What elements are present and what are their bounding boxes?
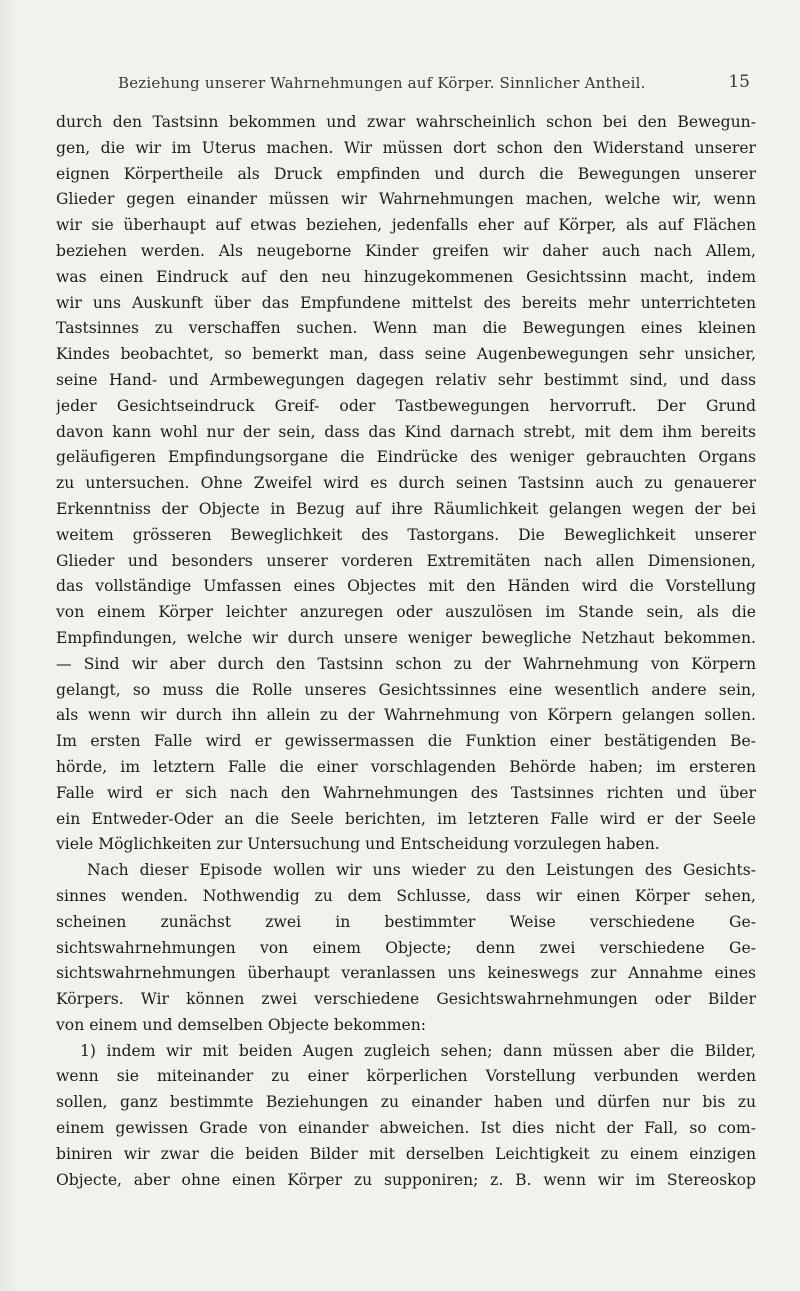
text-line: gelangt, so muss die Rolle unseres Gesichtssinnes eine wesentlich andere sein, [56,680,756,699]
text-line: beziehen werden. Als neugeborne Kinder greifen wir daher auch nach Allem, [56,241,756,260]
text-line: — Sind wir aber durch den Tastsinn schon zu der Wahrnehmung von Körpern [56,654,756,673]
running-title: Beziehung unserer Wahrnehmungen auf Körper. Sinnlicher Antheil. [118,74,646,92]
text-line: viele Möglichkeiten zur Untersuchung und Entscheidung vorzulegen haben. [56,835,660,854]
text-line: was einen Eindruck auf den neu hinzugekommenen Gesichtssinn macht, indem [56,267,756,286]
text-line: zu untersuchen. Ohne Zweifel wird es durch seinen Tastsinn auch zu genauerer [56,474,756,493]
text-line: Körpers. Wir können zwei verschiedene Gesichtswahrnehmungen oder Bilder [56,990,756,1009]
text-line: jeder Gesichtseindruck Greif- oder Tastbewegungen hervorruft. Der Grund [56,396,756,415]
text-line: scheinen zunächst zwei in bestimmter Weise verschiedene Ge- [56,912,756,931]
text-line: biniren wir zwar die beiden Bilder mit derselben Leichtigkeit zu einem einzigen [56,1144,756,1163]
running-header [118,74,750,96]
text-line: das vollständige Umfassen eines Objectes mit den Händen wird die Vorstellung [56,577,756,596]
body-text [56,110,756,1193]
text-line: durch den Tastsinn bekommen und zwar wahrscheinlich schon bei den Bewegun- [56,113,756,131]
text-line: wenn sie miteinander zu einer körperlichen Vorstellung verbunden werden [56,1067,756,1086]
text-line: Im ersten Falle wird er gewissermassen die Funktion einer bestätigenden Be- [56,732,756,751]
page-number: 15 [728,72,750,92]
text-line: Objecte, aber ohne einen Körper zu supponiren; z. B. wenn wir im Stereoskop [56,1170,756,1189]
text-line: Tastsinnes zu verschaffen suchen. Wenn man die Bewegungen eines kleinen [56,319,756,338]
text-line: Kindes beobachtet, so bemerkt man, dass seine Augenbewegungen sehr unsicher, [56,345,756,364]
text-line: eignen Körpertheile als Druck empfinden und durch die Bewegungen unserer [56,164,756,183]
text-line: gen, die wir im Uterus machen. Wir müssen dort schon den Widerstand unserer [56,138,756,157]
text-line: als wenn wir durch ihn allein zu der Wahrnehmung von Körpern gelangen sollen. [56,706,756,725]
text-line: Glieder gegen einander müssen wir Wahrnehmungen machen, welche wir, wenn [56,190,756,209]
text-line: ein Entweder-Oder an die Seele berichten, im letzteren Falle wird er der Seele [56,809,756,828]
text-line: Falle wird er sich nach den Wahrnehmungen des Tastsinnes richten und über [56,783,756,802]
text-line: Glieder und besonders unserer vorderen Extremitäten nach allen Dimensionen, [56,551,756,570]
text-line: wir sie überhaupt auf etwas beziehen, jedenfalls eher auf Körper, als auf Flächen [56,216,756,235]
text-line: von einem Körper leichter anzuregen oder auszulösen im Stande sein, als die [56,603,756,622]
text-line: sinnes wenden. Nothwendig zu dem Schlusse, dass wir einen Körper sehen, [56,886,756,905]
text-line: sollen, ganz bestimmte Beziehungen zu einander haben und dürfen nur bis zu [56,1093,756,1112]
text-line: davon kann wohl nur der sein, dass das Kind darnach strebt, mit dem ihm bereits [56,422,756,441]
text-line: 1) indem wir mit beiden Augen zugleich sehen; dann müssen aber die Bilder, [80,1041,756,1060]
text-line: von einem und demselben Objecte bekommen: [56,1015,427,1034]
text-line: geläufigeren Empfindungsorgane die Eindrücke des weniger gebrauchten Organs [56,448,756,467]
text-line: Erkenntniss der Objecte in Bezug auf ihre Räumlichkeit gelangen wegen der bei [56,499,756,518]
text-line: einem gewissen Grade von einander abweichen. Ist dies nicht der Fall, so com- [56,1119,756,1138]
text-line: Nach dieser Episode wollen wir uns wieder zu den Leistungen des Gesichts- [87,861,756,880]
text-line: sichtswahrnehmungen von einem Objecte; denn zwei verschiedene Ge- [56,938,756,957]
text-line: weitem grösseren Beweglichkeit des Tastorgans. Die Beweglichkeit unserer [56,525,756,544]
text-line: seine Hand- und Armbewegungen dagegen relativ sehr bestimmt sind, und dass [56,370,756,389]
text-line: hörde, im letztern Falle die einer vorschlagenden Behörde haben; im ersteren [56,757,756,776]
text-line: wir uns Auskunft über das Empfundene mittelst des bereits mehr unterrichteten [56,293,756,312]
text-line: Empfindungen, welche wir durch unsere weniger bewegliche Netzhaut bekommen. [56,628,756,647]
text-line: sichtswahrnehmungen überhaupt veranlassen uns keineswegs zur Annahme eines [56,964,756,983]
